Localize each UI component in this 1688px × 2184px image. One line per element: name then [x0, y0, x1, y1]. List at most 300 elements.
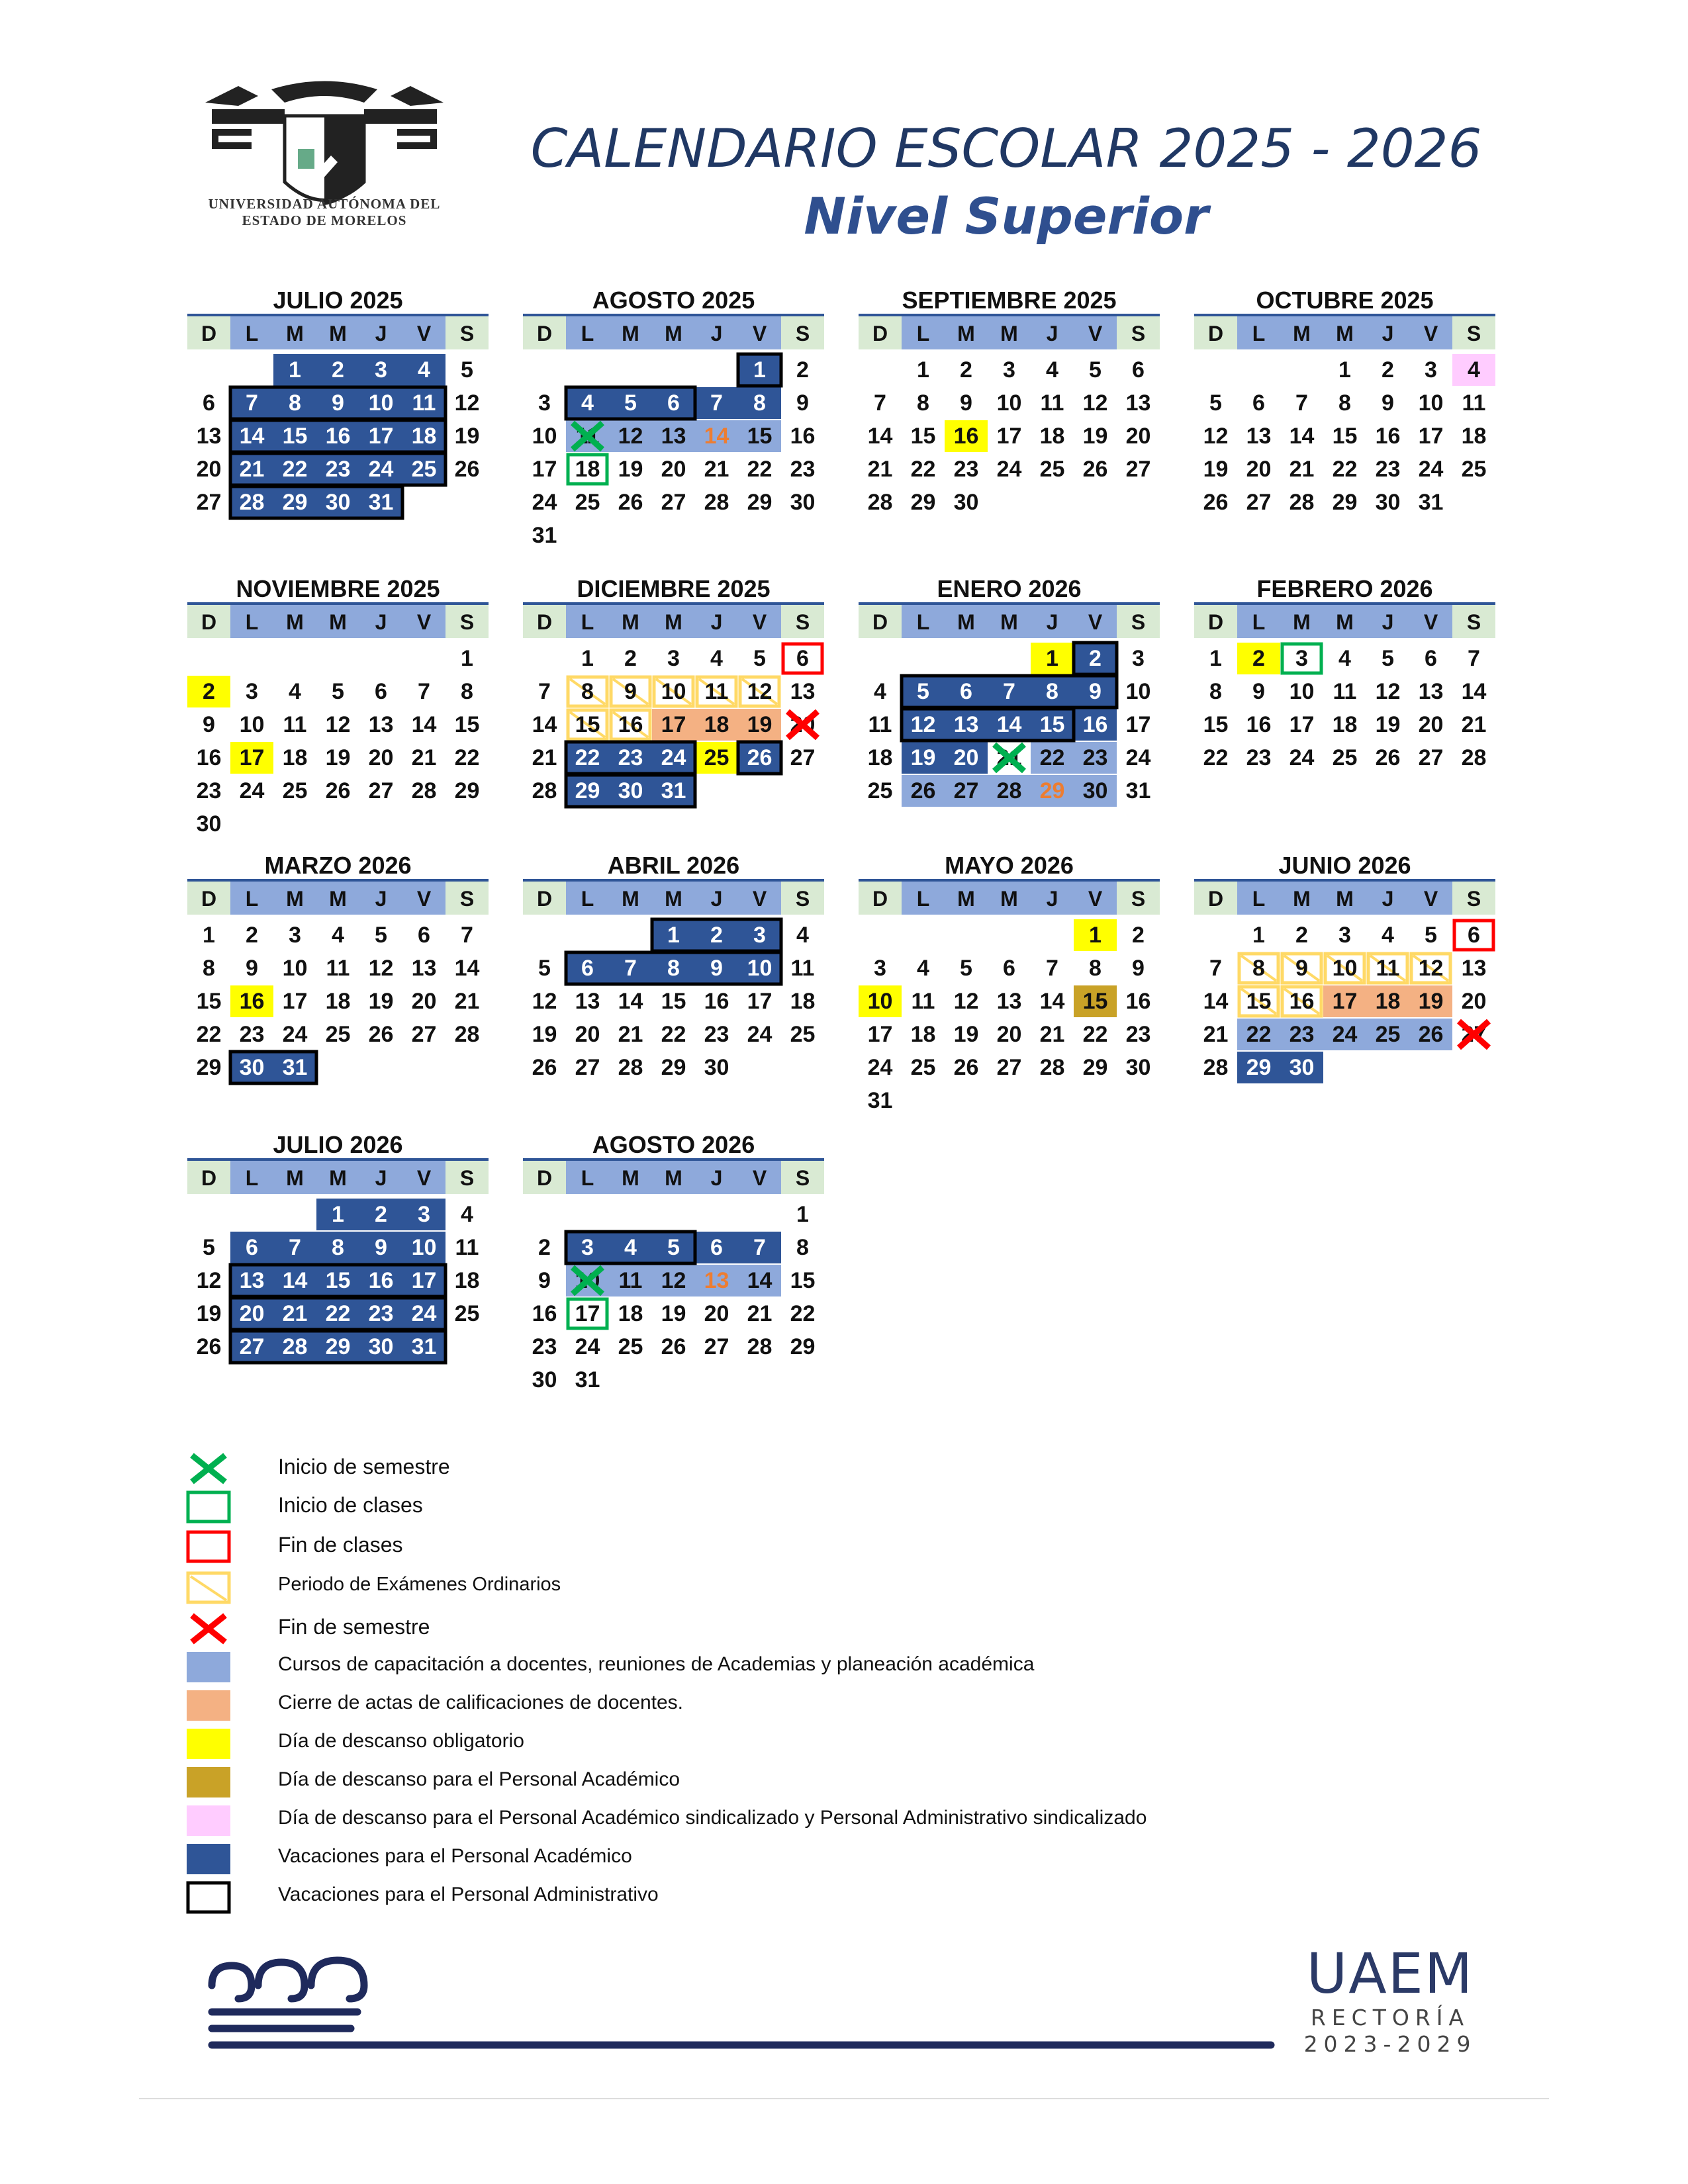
day-number: 27 [196, 490, 222, 515]
day-number: 21 [1203, 1022, 1229, 1047]
weekday-label: M [1000, 610, 1018, 634]
day-number: 28 [1203, 1055, 1229, 1080]
day-number: 3 [538, 390, 551, 416]
weekday-label: D [872, 887, 888, 911]
green-square-icon [185, 1490, 232, 1524]
day-number: 21 [1461, 712, 1487, 737]
day-number: 6 [418, 923, 430, 948]
day-number: 29 [196, 1055, 222, 1080]
day-number: 12 [1375, 679, 1401, 704]
day-number: 13 [790, 679, 816, 704]
month-title: SEPTIEMBRE 2025 [902, 287, 1117, 314]
day-number: 11 [1376, 956, 1400, 981]
month-title: JULIO 2026 [273, 1131, 403, 1158]
day-number: 22 [325, 1301, 351, 1326]
weekday-label: L [245, 610, 259, 634]
brand-name: UAEM [1306, 1941, 1474, 2006]
weekday-label: S [1131, 610, 1146, 634]
day-number: 9 [1089, 679, 1102, 704]
day-number: 4 [1338, 646, 1351, 671]
day-number: 28 [747, 1334, 773, 1359]
weekday-label: D [872, 322, 888, 345]
day-number: 30 [532, 1367, 557, 1392]
day-number: 10 [996, 390, 1022, 416]
pink-fill [185, 1804, 232, 1837]
day-number: 19 [1418, 989, 1444, 1014]
day-number: 15 [1246, 989, 1272, 1014]
day-number: 19 [1203, 457, 1229, 482]
day-number: 25 [1039, 457, 1065, 482]
day-number: 30 [704, 1055, 729, 1080]
day-number: 24 [368, 457, 394, 482]
day-number: 9 [710, 956, 723, 981]
weekday-label: S [795, 322, 810, 345]
day-number: 20 [368, 745, 394, 770]
day-number: 17 [282, 989, 308, 1014]
day-number: 19 [953, 1022, 979, 1047]
day-number: 15 [282, 424, 308, 449]
legend-item-start-classes [185, 1488, 1443, 1526]
day-number: 15 [454, 712, 480, 737]
day-number: 6 [581, 956, 594, 981]
weekday-label: S [1466, 322, 1481, 345]
day-number: 5 [203, 1235, 215, 1260]
day-number: 1 [917, 357, 929, 383]
weekday-label: V [416, 322, 432, 345]
weekday-label: J [375, 610, 387, 634]
day-number: 20 [239, 1301, 265, 1326]
green-cross-icon [185, 1452, 232, 1485]
day-number: 29 [747, 490, 773, 515]
day-number: 30 [1125, 1055, 1151, 1080]
day-number: 7 [418, 679, 430, 704]
day-number: 9 [1382, 390, 1394, 416]
day-number: 20 [661, 457, 686, 482]
day-number: 24 [532, 490, 557, 515]
weekday-label: J [1382, 610, 1394, 634]
day-number: 9 [246, 956, 258, 981]
weekday-label: V [1423, 887, 1438, 911]
day-number: 24 [1125, 745, 1151, 770]
day-number: 31 [368, 490, 394, 515]
day-number: 7 [1295, 390, 1308, 416]
weekday-label: L [581, 887, 594, 911]
day-number: 23 [325, 457, 351, 482]
day-number: 6 [960, 679, 972, 704]
legend-label: Fin de semestre [278, 1615, 430, 1639]
day-number: 17 [1289, 712, 1315, 737]
day-number: 8 [1209, 679, 1222, 704]
legend-label: Inicio de semestre [278, 1455, 450, 1479]
day-number: 26 [532, 1055, 557, 1080]
weekday-label: S [459, 887, 475, 911]
weekday-label: L [245, 322, 259, 345]
day-number: 22 [196, 1022, 222, 1047]
day-number: 22 [575, 745, 600, 770]
day-number: 18 [867, 745, 893, 770]
day-number: 3 [375, 357, 387, 383]
weekday-label: L [1252, 322, 1266, 345]
day-number: 8 [1338, 390, 1351, 416]
day-number: 16 [368, 1268, 394, 1293]
day-number: 11 [1333, 679, 1357, 704]
day-number: 17 [575, 1301, 600, 1326]
day-number: 24 [1332, 1022, 1358, 1047]
day-number: 25 [1332, 745, 1358, 770]
weekday-label: M [1336, 887, 1354, 911]
day-number: 9 [203, 712, 215, 737]
day-number: 31 [661, 778, 686, 803]
day-number: 10 [411, 1235, 437, 1260]
day-number: 4 [332, 923, 344, 948]
day-number: 12 [532, 989, 557, 1014]
day-number: 11 [618, 1268, 643, 1293]
day-number: 18 [1332, 712, 1358, 737]
day-number: 28 [618, 1055, 643, 1080]
day-number: 7 [461, 923, 473, 948]
day-number: 23 [618, 745, 643, 770]
day-number: 27 [704, 1334, 729, 1359]
day-number: 20 [704, 1301, 729, 1326]
legend-item-admin-vacation [185, 1878, 1443, 1917]
day-number: 23 [1082, 745, 1108, 770]
month-block [1194, 852, 1495, 1083]
day-number: 16 [239, 989, 265, 1014]
legend-item-union-rest [185, 1801, 1443, 1840]
month-title: AGOSTO 2025 [592, 287, 755, 314]
day-number: 11 [704, 679, 729, 704]
weekday-label: V [416, 887, 432, 911]
day-number: 6 [667, 390, 680, 416]
legend-label: Día de descanso para el Personal Académico [278, 1768, 680, 1790]
weekday-label: J [710, 887, 723, 911]
weekday-label: M [286, 322, 304, 345]
bottom-divider [139, 2098, 1549, 2099]
month-block [187, 1131, 489, 1363]
weekday-label: D [536, 322, 553, 345]
day-number: 17 [867, 1022, 893, 1047]
day-number: 29 [661, 1055, 686, 1080]
day-number: 22 [790, 1301, 816, 1326]
weekday-label: S [795, 610, 810, 634]
day-number: 3 [667, 646, 680, 671]
day-number: 9 [1132, 956, 1145, 981]
day-number: 25 [867, 778, 893, 803]
day-number: 7 [874, 390, 886, 416]
weekday-label: J [1046, 887, 1058, 911]
day-number: 15 [747, 424, 773, 449]
day-number: 16 [1289, 989, 1315, 1014]
legend-label: Vacaciones para el Personal Académico [278, 1845, 632, 1867]
day-number: 26 [368, 1022, 394, 1047]
gold-fill [185, 1766, 232, 1799]
day-number: 22 [282, 457, 308, 482]
day-number: 31 [1125, 778, 1151, 803]
day-number: 27 [661, 490, 686, 515]
day-number: 31 [575, 1367, 600, 1392]
weekday-label: M [286, 1166, 304, 1190]
day-number: 29 [454, 778, 480, 803]
day-number: 26 [1418, 1022, 1444, 1047]
day-number: 27 [1418, 745, 1444, 770]
day-number: 7 [710, 390, 723, 416]
day-number: 25 [704, 745, 729, 770]
month-title: MAYO 2026 [945, 852, 1074, 879]
day-number: 19 [325, 745, 351, 770]
day-number: 10 [575, 1268, 600, 1293]
day-number: 7 [1468, 646, 1480, 671]
day-number: 28 [996, 778, 1022, 803]
day-number: 30 [325, 490, 351, 515]
weekday-label: L [916, 887, 930, 911]
day-number: 24 [867, 1055, 893, 1080]
day-number: 14 [747, 1268, 773, 1293]
month-title: AGOSTO 2026 [592, 1131, 755, 1158]
month-title: JUNIO 2026 [1278, 852, 1411, 879]
weekday-label: M [622, 1166, 639, 1190]
day-number: 3 [1295, 646, 1308, 671]
day-number: 30 [1375, 490, 1401, 515]
day-number: 27 [239, 1334, 265, 1359]
weekday-label: M [286, 887, 304, 911]
day-number: 26 [454, 457, 480, 482]
day-number: 3 [1132, 646, 1145, 671]
salmon-fill [185, 1689, 232, 1722]
day-number: 2 [1089, 646, 1102, 671]
day-number: 3 [581, 1235, 594, 1260]
day-number: 25 [282, 778, 308, 803]
day-number: 22 [661, 1022, 686, 1047]
day-number: 20 [411, 989, 437, 1014]
weekday-label: M [957, 610, 975, 634]
day-number: 11 [455, 1235, 479, 1260]
weekday-label: S [459, 322, 475, 345]
page-subtitle: Nivel Superior [804, 187, 1209, 246]
day-number: 9 [538, 1268, 551, 1293]
day-number: 12 [661, 1268, 686, 1293]
month-title: FEBRERO 2026 [1256, 575, 1433, 602]
weekday-label: M [1336, 322, 1354, 345]
day-number: 21 [704, 457, 729, 482]
month-title: MARZO 2026 [264, 852, 412, 879]
day-number: 15 [1203, 712, 1229, 737]
day-number: 8 [753, 390, 766, 416]
day-number: 5 [538, 956, 551, 981]
day-number: 20 [996, 1022, 1022, 1047]
day-number: 31 [532, 523, 557, 548]
weekday-label: D [201, 1166, 217, 1190]
day-number: 18 [1375, 989, 1401, 1014]
day-number: 5 [375, 923, 387, 948]
day-number: 4 [1382, 923, 1394, 948]
weekday-label: L [1252, 887, 1266, 911]
day-number: 19 [454, 424, 480, 449]
university-name-line1: UNIVERSIDAD AUTÓNOMA DEL [208, 196, 441, 212]
day-number: 6 [710, 1235, 723, 1260]
weekday-label: M [286, 610, 304, 634]
day-number: 21 [282, 1301, 308, 1326]
day-number: 27 [1246, 490, 1272, 515]
day-number: 27 [953, 778, 979, 803]
day-number: 16 [953, 424, 979, 449]
day-number: 1 [1046, 646, 1058, 671]
day-number: 5 [624, 390, 637, 416]
weekday-label: J [1382, 887, 1394, 911]
day-number: 20 [1418, 712, 1444, 737]
month-block [859, 575, 1160, 807]
day-number: 29 [1332, 490, 1358, 515]
weekday-label: S [795, 1166, 810, 1190]
day-number: 5 [960, 956, 972, 981]
day-number: 26 [747, 745, 773, 770]
day-number: 14 [1203, 989, 1229, 1014]
day-number: 9 [796, 390, 809, 416]
day-number: 14 [239, 424, 265, 449]
weekday-label: J [375, 887, 387, 911]
day-number: 12 [910, 712, 936, 737]
weekday-label: J [375, 322, 387, 345]
weekday-label: V [1088, 887, 1103, 911]
day-number: 10 [368, 390, 394, 416]
day-number: 3 [418, 1202, 430, 1227]
month-title: ENERO 2026 [937, 575, 1082, 602]
day-number: 24 [661, 745, 686, 770]
day-number: 14 [618, 989, 643, 1014]
day-number: 22 [1332, 457, 1358, 482]
day-number: 24 [575, 1334, 600, 1359]
weekday-label: L [245, 1166, 259, 1190]
day-number: 26 [196, 1334, 222, 1359]
day-number: 8 [332, 1235, 344, 1260]
day-number: 9 [332, 390, 344, 416]
day-number: 9 [624, 679, 637, 704]
day-number: 29 [790, 1334, 816, 1359]
day-number: 3 [289, 923, 301, 948]
day-number: 10 [282, 956, 308, 981]
month-block [187, 575, 489, 837]
weekday-label: L [916, 610, 930, 634]
day-number: 4 [624, 1235, 637, 1260]
day-number: 4 [1046, 357, 1058, 383]
day-number: 16 [704, 989, 729, 1014]
day-number: 1 [1089, 923, 1102, 948]
month-block [523, 575, 824, 807]
day-number: 8 [667, 956, 680, 981]
day-number: 17 [747, 989, 773, 1014]
day-number: 21 [1039, 1022, 1065, 1047]
day-number: 25 [790, 1022, 816, 1047]
day-number: 30 [368, 1334, 394, 1359]
day-number: 24 [996, 457, 1022, 482]
day-number: 2 [796, 357, 809, 383]
weekday-label: S [1466, 887, 1481, 911]
legend-item-academic-rest [185, 1763, 1443, 1801]
day-number: 23 [790, 457, 816, 482]
weekday-label: L [581, 1166, 594, 1190]
day-number: 1 [753, 357, 766, 383]
day-number: 28 [239, 490, 265, 515]
day-number: 13 [1246, 424, 1272, 449]
day-number: 29 [1039, 778, 1065, 803]
day-number: 18 [1039, 424, 1065, 449]
day-number: 5 [1425, 923, 1437, 948]
month-title: JULIO 2025 [273, 287, 403, 314]
legend-label: Fin de clases [278, 1533, 403, 1557]
day-number: 23 [239, 1022, 265, 1047]
day-number: 12 [618, 424, 643, 449]
day-number: 18 [790, 989, 816, 1014]
day-number: 9 [375, 1235, 387, 1260]
day-number: 21 [411, 745, 437, 770]
day-number: 26 [1082, 457, 1108, 482]
day-number: 16 [1375, 424, 1401, 449]
day-number: 22 [454, 745, 480, 770]
month-block [187, 852, 489, 1083]
day-number: 22 [1039, 745, 1065, 770]
day-number: 17 [1125, 712, 1151, 737]
day-number: 13 [996, 989, 1022, 1014]
dark-blue-fill [185, 1843, 232, 1876]
day-number: 6 [1003, 956, 1015, 981]
day-number: 28 [1289, 490, 1315, 515]
weekday-label: V [752, 1166, 767, 1190]
day-number: 5 [332, 679, 344, 704]
month-block [1194, 287, 1495, 515]
day-number: 25 [910, 1055, 936, 1080]
day-number: 13 [411, 956, 437, 981]
day-number: 13 [1125, 390, 1151, 416]
day-number: 6 [1425, 646, 1437, 671]
day-number: 19 [618, 457, 643, 482]
day-number: 11 [326, 956, 350, 981]
day-number: 19 [910, 745, 936, 770]
day-number: 10 [1418, 390, 1444, 416]
day-number: 3 [753, 923, 766, 948]
weekday-label: M [329, 610, 347, 634]
day-number: 8 [203, 956, 215, 981]
day-number: 21 [1289, 457, 1315, 482]
day-number: 20 [953, 745, 979, 770]
weekday-label: V [1088, 610, 1103, 634]
day-number: 24 [282, 1022, 308, 1047]
day-number: 31 [867, 1088, 893, 1113]
day-number: 11 [412, 390, 436, 416]
day-number: 29 [575, 778, 600, 803]
day-number: 18 [454, 1268, 480, 1293]
day-number: 19 [368, 989, 394, 1014]
weekday-label: S [459, 1166, 475, 1190]
day-number: 16 [1125, 989, 1151, 1014]
day-number: 22 [1246, 1022, 1272, 1047]
day-number: 2 [375, 1202, 387, 1227]
brand-period: 2023-2029 [1303, 2031, 1477, 2057]
day-number: 23 [196, 778, 222, 803]
day-number: 19 [532, 1022, 557, 1047]
day-number: 28 [454, 1022, 480, 1047]
day-number: 12 [1203, 424, 1229, 449]
day-number: 6 [203, 390, 215, 416]
day-number: 4 [874, 679, 886, 704]
day-number: 8 [1252, 956, 1265, 981]
day-number: 17 [661, 712, 686, 737]
day-number: 25 [1375, 1022, 1401, 1047]
month-title: OCTUBRE 2025 [1256, 287, 1434, 314]
weekday-label: D [201, 610, 217, 634]
day-number: 15 [790, 1268, 816, 1293]
weekday-label: V [752, 610, 767, 634]
day-number: 1 [581, 646, 594, 671]
day-number: 5 [667, 1235, 680, 1260]
